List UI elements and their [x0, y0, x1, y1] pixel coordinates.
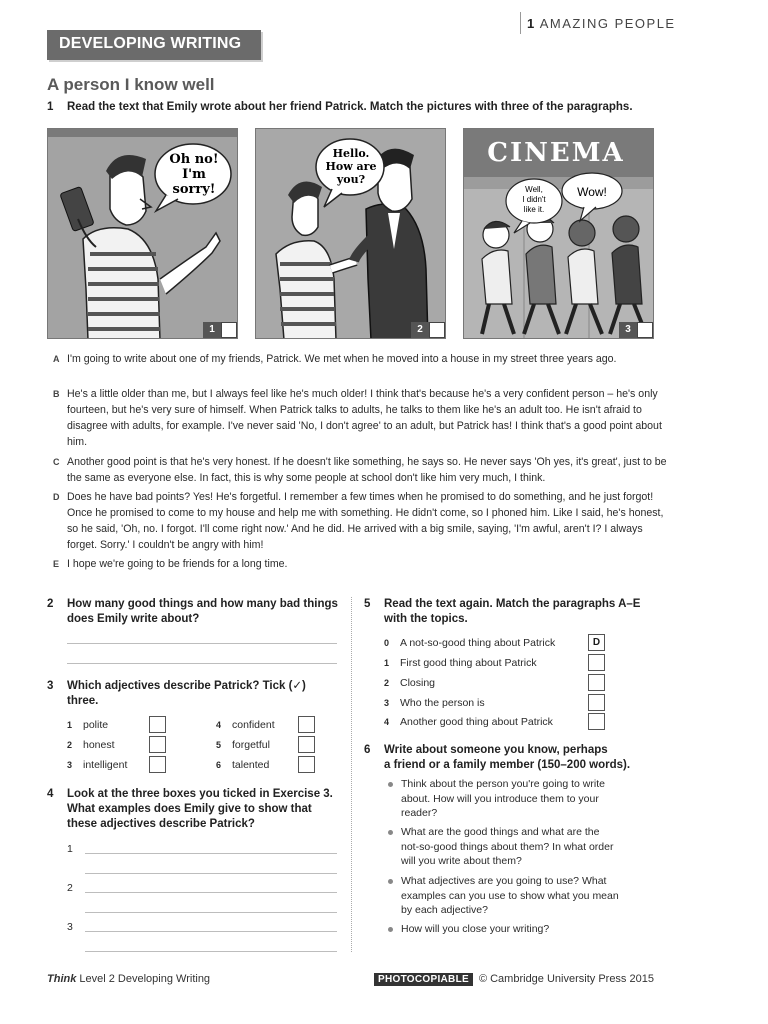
tick-box[interactable]: [298, 736, 315, 753]
speech-line: Well,: [525, 185, 543, 194]
option-label: intelligent: [83, 759, 128, 771]
bullet-icon: [388, 927, 393, 932]
exercise-number: 2: [47, 598, 54, 610]
tip-line: about. How will you introduce them to your: [401, 792, 599, 805]
option-label: honest: [83, 739, 115, 751]
answer-line[interactable]: [67, 643, 337, 644]
tip-line: What are the good things and what are the: [401, 826, 600, 838]
speech-wow: Wow!: [577, 185, 607, 199]
unit-header: [520, 12, 750, 32]
picture-2-illustration: [256, 129, 446, 339]
paragraph-e: [53, 556, 667, 572]
answer-line[interactable]: [85, 892, 337, 893]
picture-number: 3: [619, 322, 637, 338]
picture-3-illustration: [464, 129, 654, 339]
answer-box[interactable]: [637, 322, 653, 338]
adjective-option: [216, 739, 270, 751]
option-number: 4: [216, 720, 222, 730]
topic-answer-box[interactable]: [588, 694, 605, 711]
exercise-line: Which adjectives describe Patrick? Tick (✓): [67, 680, 306, 692]
answer-line[interactable]: [67, 663, 337, 664]
topic-number: 4: [384, 717, 390, 727]
exercise-2-instruction: [47, 597, 347, 627]
picture-1: [47, 128, 238, 339]
speech-line: Hello.: [332, 147, 370, 160]
picture-number: 2: [411, 322, 429, 338]
speech-line: sorry!: [172, 182, 216, 197]
adjective-option: [216, 719, 275, 731]
topic-label: Closing: [400, 677, 436, 689]
bullet-icon: [388, 879, 393, 884]
paragraph-text: Does he have bad points? Yes! He's forgetful. I remember a few times when he promised to do something, and he just forgot! Once he promised to come to my house and help me with something. He didn't come, so I phoned him. Like I said, he's honest, so he said, 'Oh, no. I forgot. I'll come right now.' And he did. He arrived with a big smile, saying, 'I'm awful, aren't I? I always forget. Sorry.' I couldn't be angry with him!: [67, 491, 664, 551]
exercise-5-instruction: [364, 597, 664, 627]
tip-line: How will you close your writing?: [401, 923, 550, 935]
paragraph-letter: D: [53, 492, 60, 502]
paragraph-letter: C: [53, 457, 60, 467]
section-banner: DEVELOPING WRITING: [47, 30, 261, 60]
topic-number: 1: [384, 658, 390, 668]
exercise-line: Read the text again. Match the paragraphs A–E: [384, 598, 641, 610]
paragraph-text: I hope we're going to be friends for a long time.: [67, 558, 288, 570]
footer-left: [47, 973, 210, 985]
tip-line: reader?: [401, 807, 438, 819]
answer-line[interactable]: [85, 873, 337, 874]
option-number: 6: [216, 760, 222, 770]
item-number: 3: [67, 921, 73, 933]
tip-line: examples can you use to show what you mean: [401, 889, 619, 902]
paragraph-letter: E: [53, 559, 60, 569]
bullet-icon: [388, 782, 393, 787]
photocopiable-badge: PHOTOCOPIABLE: [374, 973, 473, 986]
tick-box[interactable]: [149, 756, 166, 773]
speech-line: you?: [336, 173, 366, 186]
exercise-line: How many good things and how many bad things: [67, 598, 338, 610]
paragraph-b: [53, 386, 667, 450]
exercise-line: a friend or a family member (150–200 words).: [384, 759, 631, 771]
exercise-line: with the topics.: [384, 613, 468, 625]
answer-line[interactable]: [85, 912, 337, 913]
tip-line: What adjectives are you going to use? What: [401, 875, 607, 887]
answer-box[interactable]: [221, 322, 237, 338]
tick-box[interactable]: [149, 736, 166, 753]
topic-item: [384, 657, 537, 669]
option-label: forgetful: [232, 739, 270, 751]
exercise-line: Look at the three boxes you ticked in Exercise 3.: [67, 788, 333, 800]
adjective-option: [67, 739, 115, 751]
exercise-3-instruction: [47, 679, 347, 709]
topic-number: 2: [384, 678, 390, 688]
footer-level: Level 2 Developing Writing: [79, 973, 211, 985]
paragraph-letter: B: [53, 389, 60, 399]
adjective-option: [67, 759, 127, 771]
bullet-icon: [388, 830, 393, 835]
topic-number: 3: [384, 698, 390, 708]
paragraph-letter: A: [53, 354, 60, 364]
paragraph-text: He's a little older than me, but I always feel like he's much older! I think that's because he's a very confident person – he's only fourteen, but he's very sure of himself. When Patrick talks to adults, he talks to them like he's an adult too. He isn't afraid to disagree with adults, for example. I've never said 'No, I don't agree' to an adult, but Patrick has! I think that's a good point about him.: [67, 388, 662, 448]
topic-item: [384, 637, 555, 649]
exercise-line: What examples does Emily give to show that: [67, 803, 312, 815]
tick-box[interactable]: [298, 756, 315, 773]
speech-line: How are: [325, 160, 377, 173]
exercise-text: Read the text that Emily wrote about her friend Patrick. Match the pictures with three of the paragraphs.: [67, 101, 633, 113]
topic-label: Who the person is: [400, 697, 485, 709]
exercise-6-instruction: [364, 743, 684, 773]
exercise-number: 4: [47, 788, 54, 800]
tick-box[interactable]: [149, 716, 166, 733]
writing-tip: [401, 874, 681, 918]
paragraph-text: I'm going to write about one of my friends, Patrick. We met when he moved into a house in my street three years ago.: [67, 353, 617, 365]
answer-line[interactable]: [85, 951, 337, 952]
exercise-number: 5: [364, 598, 371, 610]
exercise-1-instruction: [47, 101, 727, 113]
tick-box[interactable]: [298, 716, 315, 733]
answer-line[interactable]: [85, 931, 337, 932]
exercise-number: 1: [47, 101, 54, 113]
speech-line: I'm: [182, 167, 206, 182]
topic-item: [384, 677, 435, 689]
tip-line: by each adjective?: [401, 904, 488, 916]
paragraph-d: [53, 489, 667, 553]
footer-right: [374, 973, 654, 986]
topic-label: A not-so-good thing about Patrick: [400, 637, 556, 649]
copyright: © Cambridge University Press 2015: [478, 973, 654, 985]
topic-item: [384, 697, 485, 709]
writing-tip: [401, 777, 681, 821]
exercise-number: 3: [47, 680, 54, 692]
speech-line: like it.: [523, 205, 545, 214]
exercise-number: 6: [364, 744, 371, 756]
topic-label: Another good thing about Patrick: [400, 716, 553, 728]
speech-line: I didn't: [522, 195, 546, 204]
column-divider: [351, 597, 352, 952]
speech-line: Oh no!: [169, 152, 219, 167]
exercise-line: these adjectives describe Patrick?: [67, 818, 255, 830]
topic-answer-box[interactable]: [588, 654, 605, 671]
cinema-sign: CINEMA: [487, 138, 625, 168]
brand-name: Think: [47, 973, 77, 985]
topic-number: 0: [384, 638, 390, 648]
picture-1-illustration: [48, 129, 238, 339]
topic-item: [384, 716, 553, 728]
option-number: 5: [216, 740, 222, 750]
writing-tip: [401, 922, 681, 937]
option-number: 2: [67, 740, 73, 750]
page-title: A person I know well: [47, 75, 215, 94]
header-divider: [520, 12, 521, 34]
topic-answer-box[interactable]: [588, 674, 605, 691]
topic-answer-box[interactable]: D: [588, 634, 605, 651]
unit-number: 1: [527, 16, 536, 31]
option-label: confident: [232, 719, 275, 731]
paragraph-c: [53, 454, 667, 486]
topic-answer-box[interactable]: [588, 713, 605, 730]
adjective-option: [216, 759, 269, 771]
option-label: talented: [232, 759, 270, 771]
answer-box[interactable]: [429, 322, 445, 338]
exercise-line: Write about someone you know, perhaps: [384, 744, 608, 756]
option-number: 1: [67, 720, 73, 730]
tip-line: not-so-good things about them? In what order: [401, 840, 614, 853]
writing-tip: [401, 825, 681, 869]
tip-line: will you write about them?: [401, 855, 522, 867]
option-label: polite: [83, 719, 109, 731]
item-number: 2: [67, 882, 73, 894]
answer-line[interactable]: [85, 853, 337, 854]
exercise-line: does Emily write about?: [67, 613, 200, 625]
topic-label: First good thing about Patrick: [400, 657, 537, 669]
picture-number: 1: [203, 322, 221, 338]
paragraph-text: Another good point is that he's very honest. If he doesn't like something, he says so. He never says 'Oh yes, it's great', just to be the same as everyone else. In fact, this is why some people at school don't like him very much, I think.: [67, 456, 667, 484]
paragraph-a: [53, 351, 667, 367]
option-number: 3: [67, 760, 73, 770]
unit-title: AMAZING PEOPLE: [539, 16, 676, 31]
exercise-line: three.: [67, 695, 99, 707]
picture-2: [255, 128, 446, 339]
exercise-4-instruction: [47, 787, 347, 832]
adjective-option: [67, 719, 108, 731]
item-number: 1: [67, 843, 73, 855]
tip-line: Think about the person you're going to write: [401, 778, 605, 790]
picture-3: [463, 128, 654, 339]
